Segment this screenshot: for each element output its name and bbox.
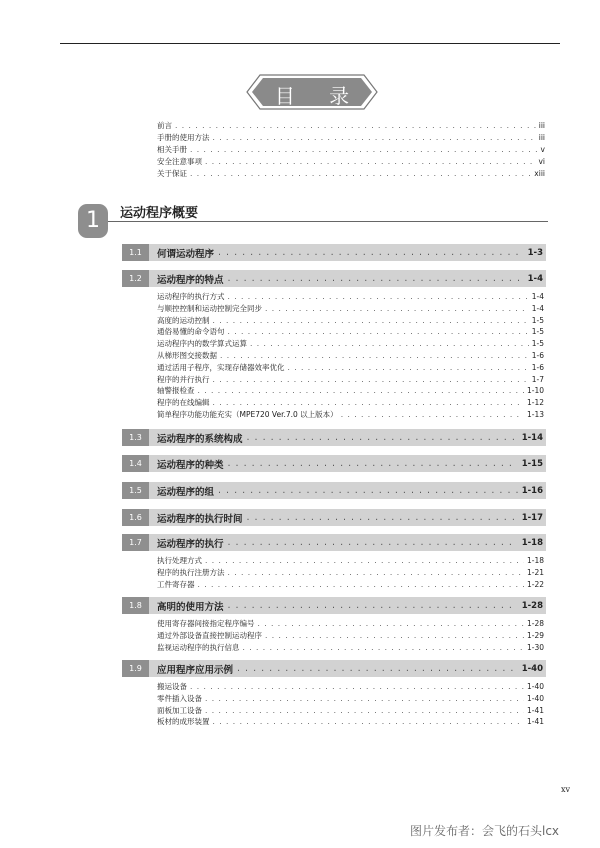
toc-entry-label: 安全注意事项 [157, 157, 202, 166]
chapter-title: 运动程序概要 [120, 206, 199, 221]
toc-entry-page: 1-6 [531, 362, 544, 372]
subsection-item[interactable] [157, 362, 544, 374]
leader-dots [228, 291, 529, 303]
leader-dots [228, 567, 524, 579]
toc-entry-page: iii [538, 133, 545, 142]
subsection-list [157, 618, 544, 653]
leader-dots [213, 374, 529, 386]
toc-entry-page: 1-41 [526, 717, 544, 727]
subsection-item[interactable] [157, 397, 544, 409]
leader-dots [213, 716, 524, 728]
subsection-item[interactable] [157, 338, 544, 350]
section-header-1-9[interactable] [122, 660, 546, 677]
section-title: 何谓运动程序 [157, 248, 215, 260]
section-row [157, 455, 543, 472]
toc-entry-page: v [540, 145, 545, 154]
leader-dots [220, 350, 529, 362]
subsection-item[interactable] [157, 567, 544, 579]
toc-entry-page: 1-12 [526, 398, 544, 408]
toc-entry-label: 使用寄存器间接指定程序编号 [157, 619, 255, 628]
leader-dots [288, 362, 529, 374]
subsection-item[interactable] [157, 326, 544, 338]
leader-dots [190, 144, 538, 156]
leader-dots [198, 579, 524, 591]
leader-dots [228, 326, 529, 338]
subsection-item[interactable] [157, 555, 544, 567]
toc-entry-page: 1-4 [531, 292, 544, 301]
subsection-item[interactable] [157, 385, 544, 397]
toc-entry-label: 轴警报检查 [157, 386, 195, 396]
section-page: 1-15 [521, 458, 543, 469]
section-number: 1.1 [122, 244, 149, 261]
section-row [157, 429, 543, 446]
subsection-item[interactable] [157, 579, 544, 591]
section-page: 1-17 [521, 512, 543, 523]
leader-dots [218, 247, 524, 258]
top-rule [60, 43, 560, 44]
subsection-item[interactable] [157, 630, 544, 642]
section-row [157, 244, 543, 261]
section-row [157, 482, 543, 499]
section-row [157, 660, 543, 677]
toc-entry-label: 板材的成形装置 [157, 717, 210, 727]
toc-entry-page: xiii [534, 169, 545, 178]
leader-dots [190, 681, 524, 693]
section-page: 1-28 [521, 600, 543, 611]
leader-dots [250, 338, 529, 350]
section-page: 1-4 [527, 273, 543, 284]
leader-dots [228, 458, 518, 469]
subsection-item[interactable] [157, 303, 544, 315]
toc-entry-page: 1-40 [526, 682, 544, 691]
section-title: 运动程序的系统构成 [157, 433, 243, 445]
toc-entry-page: 1-41 [526, 705, 544, 715]
toc-entry-page: 1-29 [526, 630, 544, 640]
toc-entry-page: 1-28 [526, 619, 544, 628]
toc-entry-page: 1-21 [526, 567, 544, 577]
section-title: 应用程序应用示例 [157, 664, 234, 676]
leader-dots [205, 693, 524, 705]
section-page: 1-14 [521, 432, 543, 443]
toc-entry-label: 监视运动程序的执行信息 [157, 642, 240, 652]
subsection-item[interactable] [157, 315, 544, 327]
leader-dots [198, 385, 524, 397]
section-row [157, 597, 543, 614]
section-number: 1.6 [122, 509, 149, 526]
front-matter-item[interactable] [157, 156, 545, 168]
section-title: 高明的使用方法 [157, 601, 224, 613]
toc-entry-label: 与顺控控制和运动控制完全同步 [157, 303, 262, 313]
leader-dots [213, 315, 529, 327]
toc-title-banner [246, 74, 378, 110]
toc-entry-page: 1-5 [531, 315, 544, 325]
leader-dots [213, 132, 536, 144]
toc-entry-label: 通过活用子程序，实现存储器效率优化 [157, 362, 285, 372]
subsection-list [157, 681, 544, 728]
toc-entry-label: 运动程序的执行方式 [157, 292, 225, 301]
subsection-list [157, 555, 544, 590]
section-number: 1.7 [122, 534, 149, 551]
subsection-item[interactable] [157, 350, 544, 362]
toc-entry-page: 1-10 [526, 386, 544, 396]
toc-entry-page: 1-40 [526, 693, 544, 703]
section-number: 1.3 [122, 429, 149, 446]
leader-dots [247, 432, 518, 443]
chapter-header [78, 200, 548, 240]
section-header-1-3[interactable] [122, 429, 546, 446]
toc-entry-page: 1-13 [526, 409, 544, 419]
section-title: 运动程序的种类 [157, 459, 224, 471]
toc-entry-label: 运动程序内的数学算式运算 [157, 339, 247, 349]
toc-entry-label: 关于保证 [157, 169, 187, 178]
section-number: 1.4 [122, 455, 149, 472]
section-header-1-4[interactable] [122, 455, 546, 472]
section-number: 1.8 [122, 597, 149, 614]
section-header-1-8[interactable] [122, 597, 546, 614]
section-page: 1-16 [521, 485, 543, 496]
leader-dots [228, 600, 518, 611]
page-number: xv [561, 785, 571, 794]
front-matter-item[interactable] [157, 168, 545, 180]
leader-dots [228, 537, 518, 548]
leader-dots [175, 120, 536, 132]
toc-entry-page: vi [538, 157, 545, 166]
toc-entry-label: 前言 [157, 121, 172, 130]
toc-entry-label: 通俗易懂的命令语句 [157, 327, 225, 337]
leader-dots [190, 168, 531, 180]
leader-dots [265, 303, 529, 315]
subsection-item[interactable] [157, 618, 544, 630]
leader-dots [243, 642, 524, 654]
section-page: 1-3 [527, 247, 543, 258]
chapter-rule [108, 221, 548, 222]
section-header-1-1[interactable] [122, 244, 546, 261]
section-number: 1.2 [122, 270, 149, 287]
section-page: 1-18 [521, 537, 543, 548]
leader-dots [265, 630, 524, 642]
subsection-list [157, 291, 544, 421]
section-title: 运动程序的组 [157, 486, 215, 498]
leader-dots [205, 156, 535, 168]
section-header-1-2[interactable] [122, 270, 546, 287]
toc-entry-label: 搬运设备 [157, 682, 187, 691]
toc-entry-label: 面板加工设备 [157, 705, 202, 715]
section-number: 1.9 [122, 660, 149, 677]
section-header-1-7[interactable] [122, 534, 546, 551]
section-title: 运动程序的执行时间 [157, 513, 243, 525]
toc-entry-label: 零件插入设备 [157, 693, 202, 703]
leader-dots [213, 397, 524, 409]
toc-entry-label: 执行处理方式 [157, 556, 202, 565]
watermark: 图片发布者：会飞的石头lcx [410, 824, 560, 838]
leader-dots [205, 555, 524, 567]
section-page: 1-40 [521, 663, 543, 674]
toc-entry-page: 1-30 [526, 642, 544, 652]
leader-dots [228, 273, 524, 284]
front-matter-item[interactable] [157, 132, 545, 144]
toc-entry-page: 1-18 [526, 556, 544, 565]
leader-dots [205, 705, 524, 717]
section-number: 1.5 [122, 482, 149, 499]
subsection-item[interactable] [157, 693, 544, 705]
toc-entry-label: 程序的执行注册方法 [157, 567, 225, 577]
front-matter-list [157, 120, 545, 180]
leader-dots [258, 618, 524, 630]
toc-entry-label: 通过外部设备直接控制运动程序 [157, 630, 262, 640]
leader-dots [237, 663, 518, 674]
subsection-item[interactable] [157, 374, 544, 386]
toc-entry-label: 从梯形图交接数据 [157, 350, 217, 360]
toc-entry-page: 1-5 [531, 339, 544, 349]
subsection-item[interactable] [157, 409, 544, 421]
subsection-item[interactable] [157, 716, 544, 728]
toc-entry-page: 1-4 [531, 303, 544, 313]
leader-dots [341, 409, 524, 421]
front-matter-item[interactable] [157, 144, 545, 156]
leader-dots [247, 512, 518, 523]
toc-entry-page: iii [538, 121, 545, 130]
toc-entry-page: 1-7 [531, 374, 544, 384]
toc-entry-label: 程序的在线编辑 [157, 398, 210, 408]
section-row [157, 509, 543, 526]
chapter-number: 1 [78, 204, 108, 238]
toc-entry-page: 1-5 [531, 327, 544, 337]
section-title: 运动程序的特点 [157, 274, 224, 286]
toc-entry-label: 手册的使用方法 [157, 133, 210, 142]
page-title: 目 录 [274, 84, 364, 108]
toc-entry-label: 相关手册 [157, 145, 187, 154]
leader-dots [218, 485, 518, 496]
toc-entry-page: 1-22 [526, 579, 544, 589]
toc-entry-page: 1-6 [531, 350, 544, 360]
section-title: 运动程序的执行 [157, 538, 224, 550]
section-header-1-5[interactable] [122, 482, 546, 499]
subsection-item[interactable] [157, 681, 544, 693]
section-row [157, 534, 543, 551]
toc-entry-label: 工件寄存器 [157, 579, 195, 589]
section-row [157, 270, 543, 287]
subsection-item[interactable] [157, 642, 544, 654]
subsection-item[interactable] [157, 291, 544, 303]
toc-entry-label: 程序的并行执行 [157, 374, 210, 384]
toc-entry-label: 简单程序功能功能充实（MPE720 Ver.7.0 以上版本） [157, 409, 338, 419]
toc-entry-label: 高度的运动控制 [157, 315, 210, 325]
front-matter-item[interactable] [157, 120, 545, 132]
section-header-1-6[interactable] [122, 509, 546, 526]
subsection-item[interactable] [157, 705, 544, 717]
